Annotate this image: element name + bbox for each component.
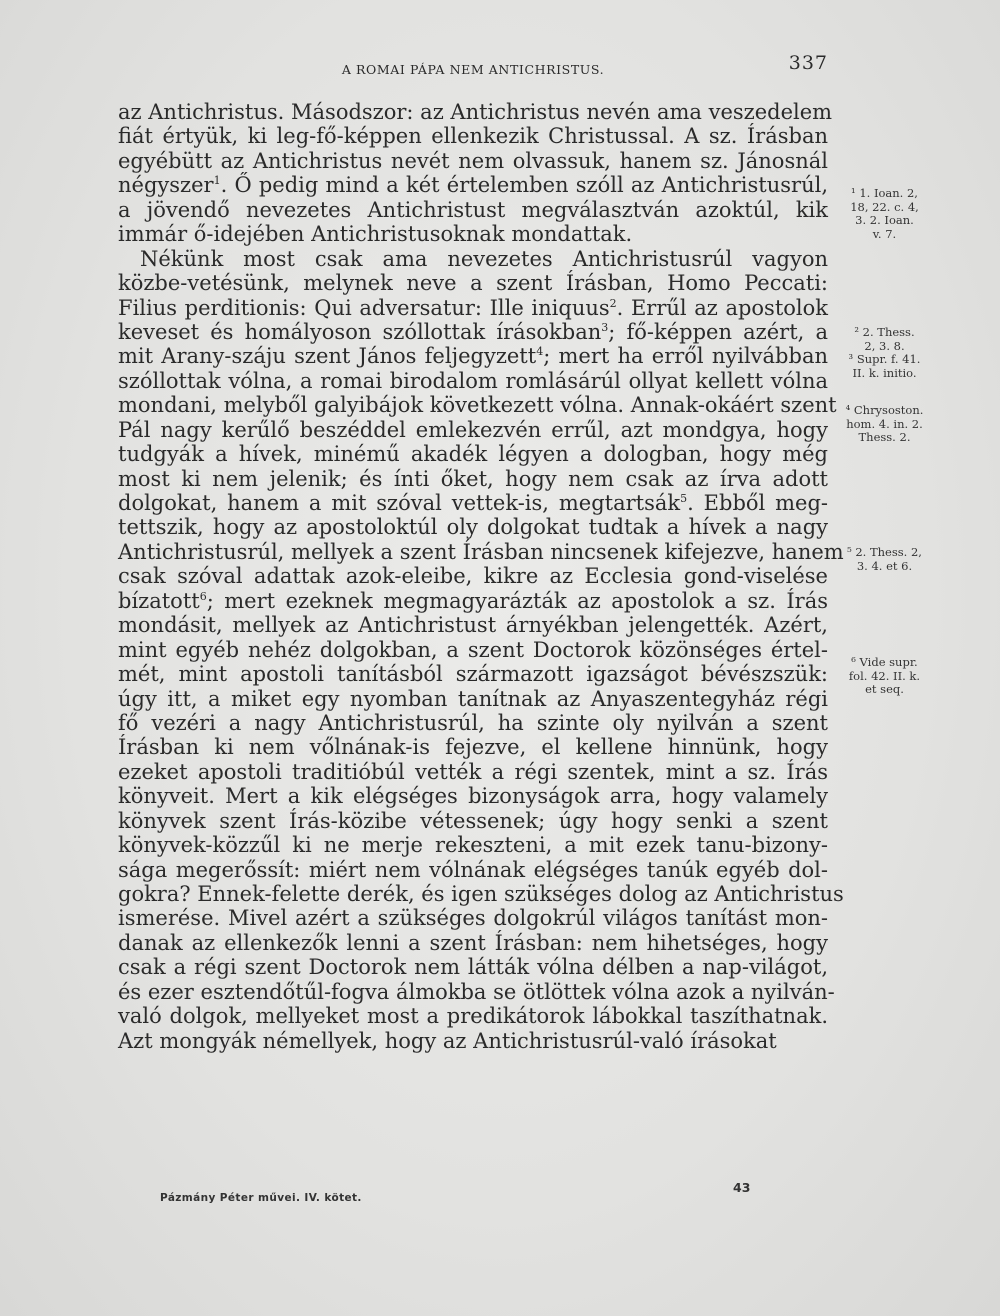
text-line: bízatott$^6$; mert ezeknek megmagyarázták az apostolok a sz. Írás <box>118 588 828 613</box>
text-line: Azt mongyák némellyek, hogy az Antichristusrúl-való írásokat <box>118 1028 777 1053</box>
text-line: Antichristusrúl, mellyek a szent Írásban nincsenek kifejezve, hanem <box>118 539 844 564</box>
margin-note-line: et seq. <box>865 682 904 696</box>
text-line: mondani, melyből galyibájok következett vólna. Annak-okáért szent <box>118 393 837 418</box>
text-line: ismerése. Mivel azért a szükséges dolgokrúl világos tanítást mon- <box>118 906 828 931</box>
margin-note-line: fol. 42. II. k. <box>848 668 921 683</box>
margin-note-line: 3. 4. et 6. <box>856 558 913 573</box>
footnote-ref: 3 <box>601 320 609 334</box>
margin-note-line: ¹ 1. Ioan. 2, <box>851 186 918 200</box>
text-line: úgy itt, a miket egy nyomban tanítnak az Anyaszentegyház régi <box>118 686 828 711</box>
footnote-ref: 2 <box>609 296 617 310</box>
text-line: dolgokat, hanem a mit szóval vettek-is, megtartsák$^5$. Ebből meg- <box>118 491 829 515</box>
text-line: mondásit, mellyek az Antichristust árnyékban jelengették. Azért, <box>118 613 828 638</box>
text-line: mit Arany-száju szent János feljegyzett$^4$; mert ha erről nyilvábban <box>118 344 828 369</box>
text-line: ezeket apostoli traditióbúl vették a régi szentek, mint a sz. Írás <box>118 759 828 784</box>
text-line: danak az ellenkezők lenni a szent Írásban: nem hihetséges, hogy <box>118 930 828 955</box>
margin-note-line: ⁴ Chrysoston. <box>845 403 924 417</box>
margin-note-line: ³ Supr. f. 41. <box>848 352 921 366</box>
margin-note-line: 2, 3. 8. <box>864 338 905 353</box>
footnote-ref: 4 <box>536 345 544 359</box>
text-line: most ki nem jelenik; és ínti őket, hogy nem csak az írva adott <box>118 466 828 491</box>
signature-mark: 43 <box>733 1180 751 1195</box>
margin-note-line: ² 2. Thess. <box>854 325 915 339</box>
margin-note-line: v. 7. <box>872 226 897 241</box>
margin-note-line: II. k. initio. <box>852 365 917 380</box>
margin-note-line: ⁶ Vide supr. <box>851 655 918 669</box>
margin-note-line: hom. 4. in. 2. <box>846 416 923 431</box>
text-line: tettszik, hogy az apostoloktúl oly dolgokat tudtak a hívek a nagy <box>118 515 828 540</box>
printer-line: Pázmány Péter művei. IV. kötet. <box>160 1192 362 1204</box>
text-line: csak a régi szent Doctorok nem látták vólna délben a nap-világot, <box>118 955 828 980</box>
margin-note-1 <box>832 187 937 241</box>
footnote-ref: 5 <box>680 492 688 505</box>
margin-note-3 <box>832 404 937 445</box>
text-line: könyveit. Mert a kik elégséges bizonyságok arra, hogy valamely <box>118 784 828 809</box>
page-footer <box>118 1180 828 1210</box>
text-line: való dolgok, mellyeket most a predikátorok lábokkal taszíthatnak. <box>118 1004 828 1029</box>
text-line: egyébütt az Antichristus nevét nem olvassuk, hanem sz. Jánosnál <box>118 148 828 173</box>
margin-note-5 <box>832 656 937 697</box>
text-line: az Antichristus. Másodszor: az Antichristus nevén ama veszedelem <box>118 100 833 124</box>
text-line: szóllottak vólna, a romai birodalom romlásárúl ollyat kellett vólna <box>118 368 828 393</box>
text-line: fiát értyük, ki leg-fő-képpen ellenkezik Christussal. A sz. Írásban <box>118 124 828 149</box>
text-line: mét, mint apostoli tanításból származott igazságot bévészszük: <box>118 662 828 687</box>
text-line: a jövendő nevezetes Antichristust megválasztván azoktúl, kik <box>118 197 828 222</box>
text-line: Nékünk most csak ama nevezetes Antichristusrúl vagyon <box>140 246 828 271</box>
text-line: Pál nagy kerűlő beszéddel emlekezvén errűl, azt mondgya, hogy <box>118 417 828 442</box>
text-line: Filius perditionis: Qui adversatur: Ille iniquus$^2$. Errűl az apostolok <box>118 295 829 320</box>
margin-note-line: 18, 22. c. 4, <box>850 199 919 214</box>
text-line: sága megerőssít: miért nem vólnának elégséges tanúk egyéb dol- <box>118 857 828 882</box>
page-number: 337 <box>788 52 828 74</box>
text-line: keveset és homályoson szóllottak írásokban$^3$; fő-képpen azért, a <box>118 319 828 344</box>
text-line: mint egyéb nehéz dolgokban, a szent Doctorok közönséges értel- <box>118 637 828 662</box>
footnote-ref: 1 <box>213 174 221 188</box>
margin-note-line: ⁵ 2. Thess. 2, <box>847 545 922 559</box>
footnote-ref: 6 <box>199 589 207 603</box>
margin-note-line: 3. 2. Ioan. <box>855 213 914 227</box>
text-line: közbe-vetésünk, melynek neve a szent Írásban, Homo Peccati: <box>118 271 828 296</box>
text-line: gokra? Ennek-felette derék, és igen szükséges dolog az Antichristus <box>118 882 844 906</box>
text-line: és ezer esztendőtűl-fogva álmokba se ötlöttek vólna azok a nyilván- <box>118 979 835 1004</box>
page-header <box>118 52 828 82</box>
running-head: A ROMAI PÁPA NEM ANTICHRISTUS. <box>341 62 605 77</box>
text-line: könyvek szent Írás-közibe vétessenek; úgy hogy senki a szent <box>118 808 828 833</box>
margin-note-2 <box>832 326 937 380</box>
text-line: csak szóval adattak azok-eleibe, kikre az Ecclesia gond-viselése <box>118 564 828 589</box>
main-text-column <box>118 100 844 1053</box>
text-line: könyvek-közzűl ki ne merje rekeszteni, a mit ezek tanu-bizony- <box>118 833 828 858</box>
text-line: fő vezéri a nagy Antichristusrúl, ha szinte oly nyilván a szent <box>118 710 828 735</box>
text-line: immár ő-idejében Antichristusoknak mondattak. <box>118 222 633 247</box>
text-line: Írásban ki nem vőlnának-is fejezve, el kellene hinnünk, hogy <box>118 735 828 760</box>
text-line: tudgyák a hívek, minémű akadék légyen a dologban, hogy még <box>118 442 828 467</box>
text-line: négyszer$^1$. Ő pedig mind a két értelemben szóll az Antichristusrúl, <box>118 173 828 198</box>
margin-note-4 <box>832 546 937 573</box>
margin-note-line: Thess. 2. <box>858 430 911 444</box>
